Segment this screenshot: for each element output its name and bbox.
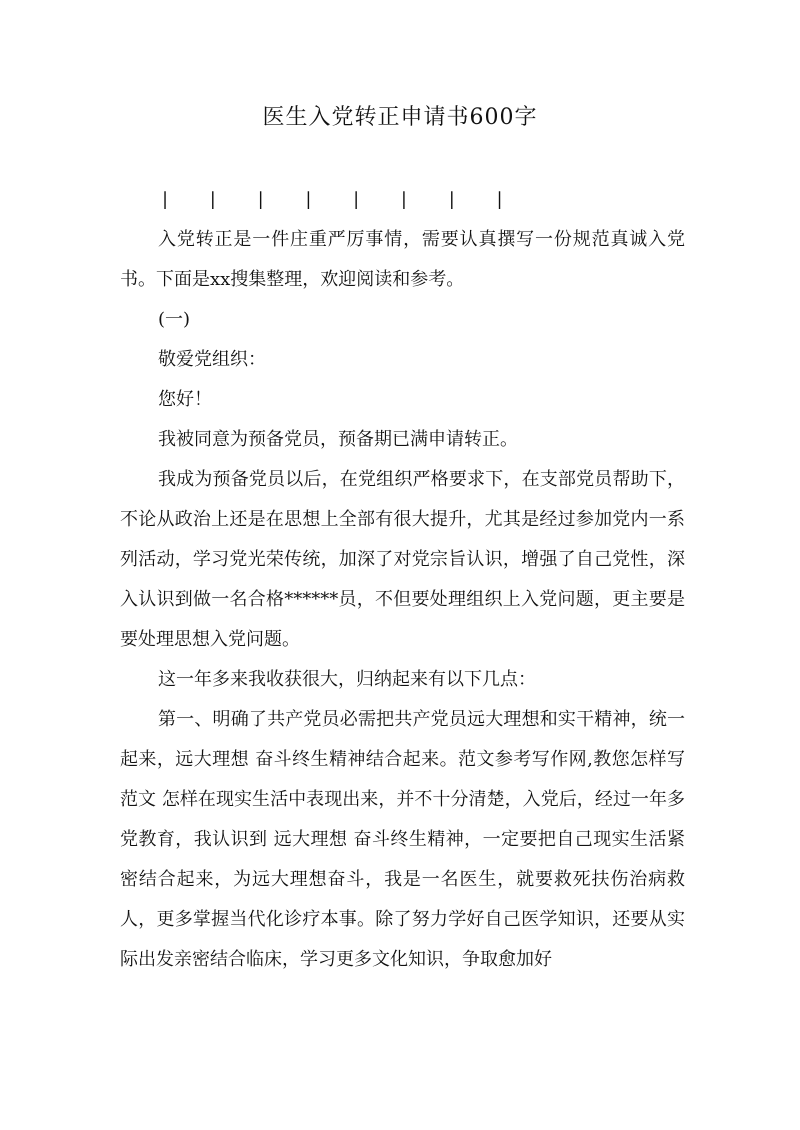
intro-paragraph: 入党转正是一件庄重严厉事情，需要认真撰写一份规范真诚入党书。下面是xx搜集整理，欢迎阅读和参考。 — [120, 229, 685, 290]
document-body — [120, 180, 685, 980]
section-heading: (一) — [158, 309, 191, 330]
document-title: 医生入党转正申请书600字 — [262, 105, 538, 130]
salutation: 敬爱党组织： — [158, 349, 266, 370]
body-paragraph: 第一、明确了共产党员必需把共产党员远大理想和实干精神，统一起来，远大理想 奋斗终生精神结合起来。范文参考写作网,教您怎样写范文 怎样在现实生活中表现出来，并不十分清楚，入党后，经过一年多党教育，我认识到 远大理想 奋斗终生精神，一定要把自己现实生活紧密结合起来，为远大理想奋斗，我是一名医生，就要救死扶伤治病救人，更多掌握当代化诊疗本事。除了努力学好自己医学知识，还要从实际出发亲密结合临床，学习更多文化知识，争取愈加好 — [120, 709, 685, 970]
summary-intro: 这一年多来我收获很大，归纳起来有以下几点： — [158, 669, 536, 690]
body-paragraph: 我成为预备党员以后，在党组织严格要求下，在支部党员帮助下，不论从政治上还是在思想上全部有很大提升，尤其是经过参加党内一系列活动，学习党光荣传统，加深了对党宗旨认识，增强了自己党性，深入认识到做一名合格******员，不但要处理组织上入党问题，更主要是要处理思想入党问题。 — [120, 469, 685, 650]
greeting: 您好！ — [158, 389, 212, 410]
application-statement: 我被同意为预备党员，预备期已满申请转正。 — [158, 429, 518, 450]
separator-bars: | | | | | | | | — [162, 189, 521, 210]
